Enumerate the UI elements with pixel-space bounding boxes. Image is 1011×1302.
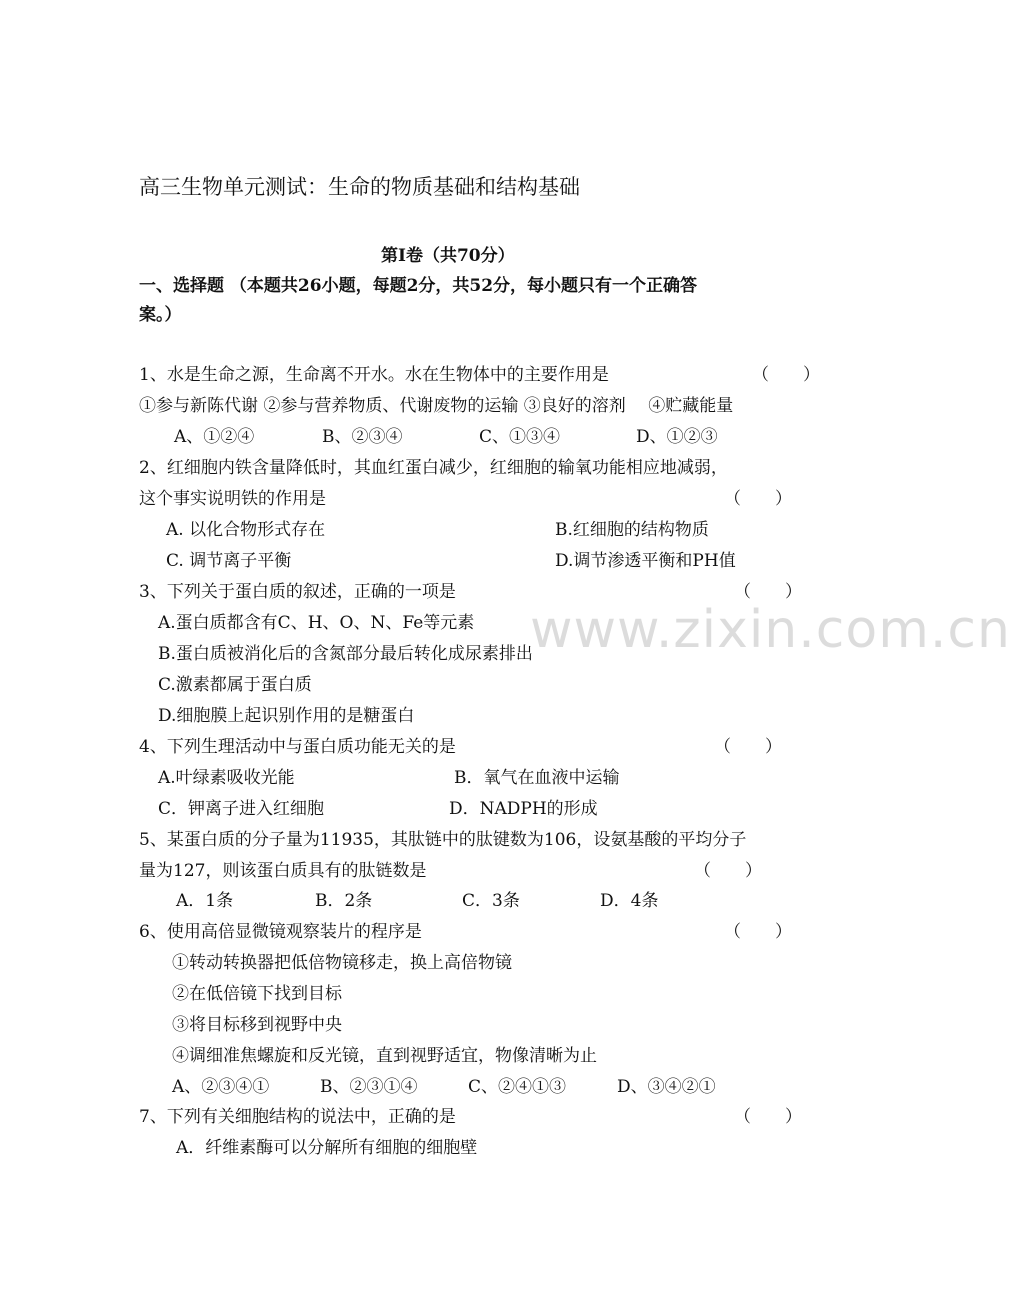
q6-step-4: ④调细准焦螺旋和反光镜，直到视野适宜，物像清晰为止 xyxy=(172,1046,597,1066)
q1-stem: 1、水是生命之源，生命离不开水。水在生物体中的主要作用是 xyxy=(139,365,609,385)
q5-stem-1: 5、某蛋白质的分子量为11935，其肽链中的肽键数为106，设氨基酸的平均分子 xyxy=(139,830,747,850)
q2-answer-bracket: （ ） xyxy=(724,489,792,509)
instruction-line-1: 一、选择题 （本题共26小题，每题2分，共52分，每小题只有一个正确答 xyxy=(139,276,698,296)
q5-option-c: C．3条 xyxy=(462,891,520,911)
q2-option-b: B.红细胞的结构物质 xyxy=(555,520,709,540)
q6-option-c: C、②④①③ xyxy=(468,1077,567,1097)
q5-option-a: A．1条 xyxy=(176,891,234,911)
q4-option-b: B．氧气在血液中运输 xyxy=(454,768,620,788)
instruction-line-2: 案。） xyxy=(139,305,182,325)
q3-option-a: A.蛋白质都含有C、H、O、N、Fe等元素 xyxy=(158,613,475,633)
q5-option-b: B．2条 xyxy=(315,891,373,911)
section-title: 第Ⅰ卷（共70分） xyxy=(381,246,515,266)
q7-option-a: A．纤维素酶可以分解所有细胞的细胞壁 xyxy=(176,1138,478,1158)
q3-option-d: D.细胞膜上起识别作用的是糖蛋白 xyxy=(158,706,415,726)
q6-step-3: ③将目标移到视野中央 xyxy=(172,1015,342,1035)
q6-option-d: D、③④②① xyxy=(617,1077,716,1097)
q6-stem: 6、使用高倍显微镜观察装片的程序是 xyxy=(139,922,422,942)
q2-option-a: A. 以化合物形式存在 xyxy=(166,520,326,540)
q5-answer-bracket: （ ） xyxy=(694,861,762,881)
q3-option-c: C.激素都属于蛋白质 xyxy=(158,675,312,695)
q6-option-b: B、②③①④ xyxy=(320,1077,418,1097)
q7-stem: 7、下列有关细胞结构的说法中，正确的是 xyxy=(139,1107,456,1127)
q3-answer-bracket: （ ） xyxy=(734,582,802,602)
q1-answer-bracket: （ ） xyxy=(752,365,820,385)
q6-step-1: ①转动转换器把低倍物镜移走，换上高倍物镜 xyxy=(172,953,512,973)
q1-option-d: D、①②③ xyxy=(636,427,718,447)
q2-stem-1: 2、红细胞内铁含量降低时，其血红蛋白减少，红细胞的输氧功能相应地减弱， xyxy=(139,458,728,478)
q4-option-c: C．钾离子进入红细胞 xyxy=(158,799,325,819)
q3-stem: 3、下列关于蛋白质的叙述，正确的一项是 xyxy=(139,582,456,602)
q2-stem-2: 这个事实说明铁的作用是 xyxy=(139,489,326,509)
q3-option-b: B.蛋白质被消化后的含氮部分最后转化成尿素排出 xyxy=(158,644,533,664)
q6-answer-bracket: （ ） xyxy=(724,922,792,942)
q5-stem-2: 量为127，则该蛋白质具有的肽链数是 xyxy=(139,861,427,881)
q7-answer-bracket: （ ） xyxy=(734,1107,802,1127)
q4-answer-bracket: （ ） xyxy=(714,737,782,757)
q1-option-c: C、①③④ xyxy=(479,427,561,447)
q5-option-d: D．4条 xyxy=(600,891,659,911)
q1-option-a: A、①②④ xyxy=(174,427,255,447)
q2-option-c: C. 调节离子平衡 xyxy=(166,551,292,571)
q1-option-b: B、②③④ xyxy=(322,427,403,447)
page-title: 高三生物单元测试：生命的物质基础和结构基础 xyxy=(139,175,580,199)
q4-option-a: A.叶绿素吸收光能 xyxy=(158,768,295,788)
q4-option-d: D．NADPH的形成 xyxy=(449,799,598,819)
q6-step-2: ②在低倍镜下找到目标 xyxy=(172,984,342,1004)
q6-option-a: A、②③④① xyxy=(172,1077,270,1097)
q1-items: ①参与新陈代谢 ②参与营养物质、代谢废物的运输 ③良好的溶剂 ④贮藏能量 xyxy=(139,396,734,416)
watermark: www.zixin.com.cn xyxy=(530,600,1011,660)
q4-stem: 4、下列生理活动中与蛋白质功能无关的是 xyxy=(139,737,456,757)
q2-option-d: D.调节渗透平衡和PH值 xyxy=(555,551,736,571)
